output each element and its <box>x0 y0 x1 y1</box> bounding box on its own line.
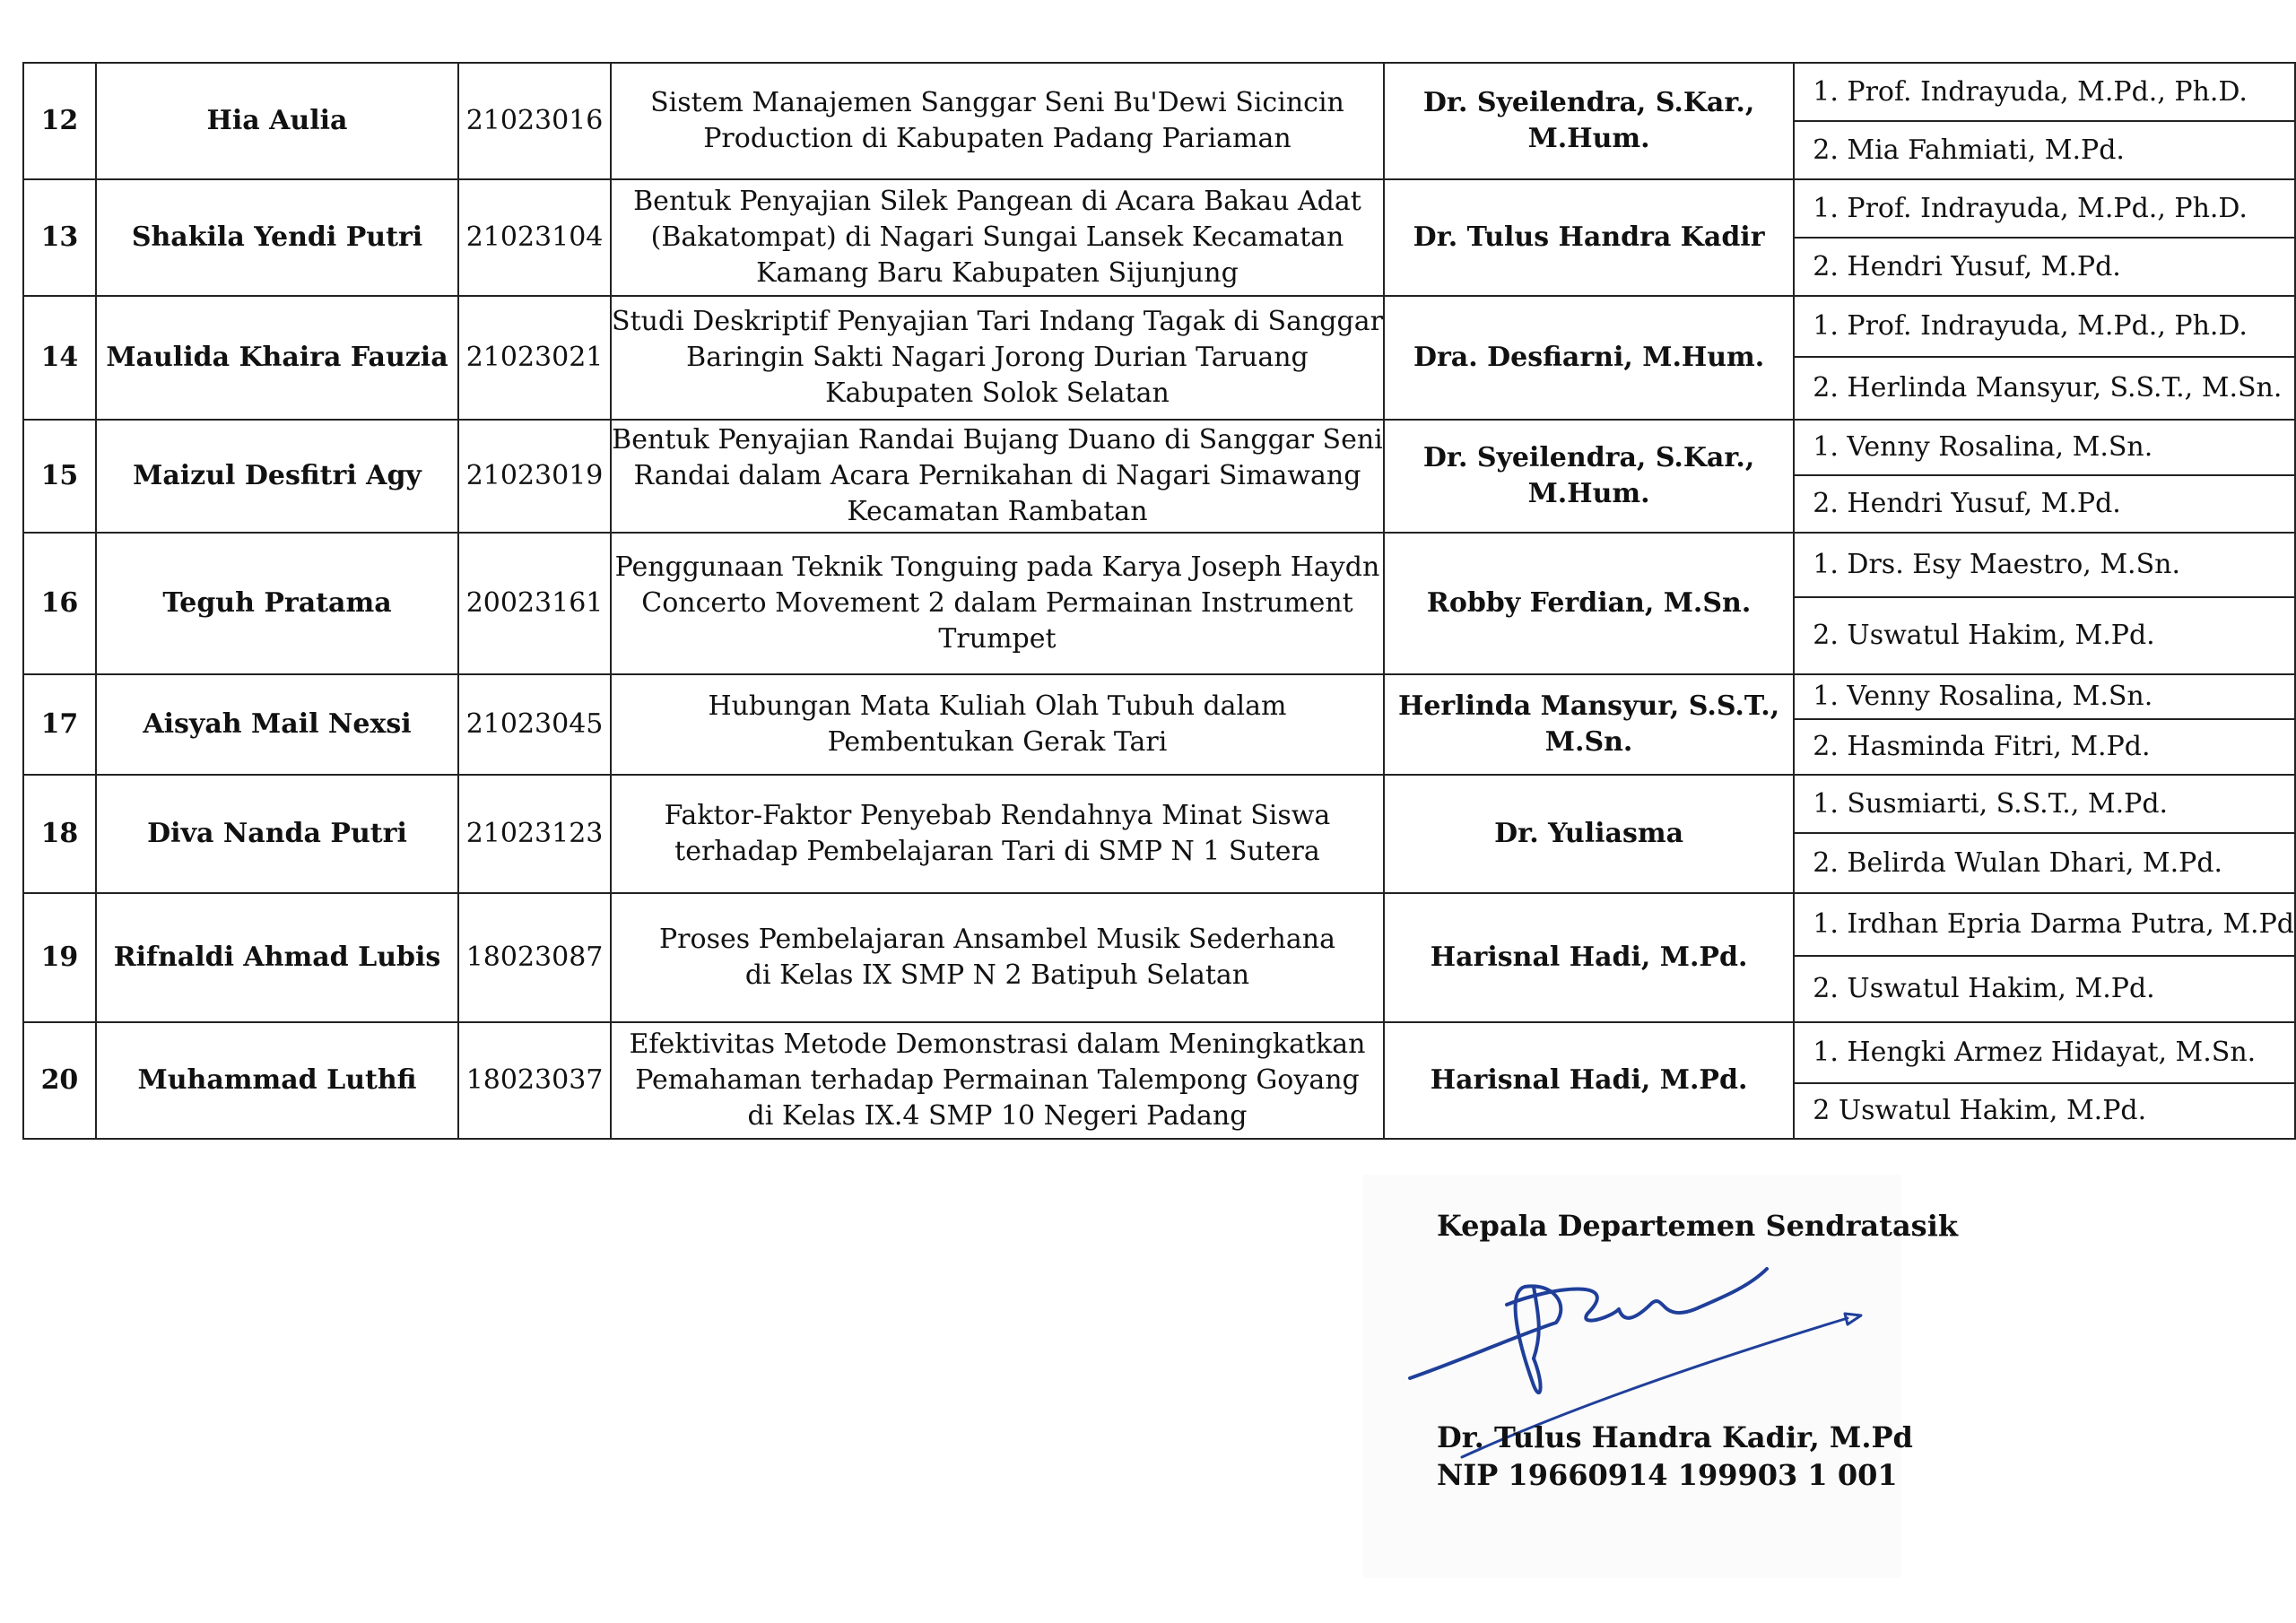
table-row <box>23 63 2295 121</box>
row-number: 15 <box>23 420 96 533</box>
table-row <box>23 533 2295 597</box>
thesis-title <box>611 674 1384 775</box>
examiner-1: 1. Hengki Armez Hidayat, M.Sn. <box>1794 1022 2295 1083</box>
student-nim: 21023123 <box>458 775 611 893</box>
examiner-1: 1. Prof. Indrayuda, M.Pd., Ph.D. <box>1794 179 2295 238</box>
student-nim: 18023037 <box>458 1022 611 1139</box>
examiner-1: 1. Prof. Indrayuda, M.Pd., Ph.D. <box>1794 296 2295 357</box>
thesis-title-line: Pembentukan Gerak Tari <box>827 726 1168 758</box>
student-name: Shakila Yendi Putri <box>96 179 458 296</box>
thesis-title-line: di Kelas IX.4 SMP 10 Negeri Padang <box>747 1100 1248 1132</box>
thesis-title <box>611 1022 1384 1139</box>
student-nim: 21023016 <box>458 63 611 179</box>
thesis-title <box>611 775 1384 893</box>
row-number: 20 <box>23 1022 96 1139</box>
thesis-title-line: (Bakatompat) di Nagari Sungai Lansek Kecamatan <box>650 221 1344 253</box>
row-number: 16 <box>23 533 96 674</box>
table-row <box>23 775 2295 833</box>
examiner-2: 2. Belirda Wulan Dhari, M.Pd. <box>1794 833 2295 893</box>
thesis-title <box>611 533 1384 674</box>
supervisor-name: Dra. Desfiarni, M.Hum. <box>1384 296 1794 420</box>
thesis-title-line: Efektivitas Metode Demonstrasi dalam Meningkatkan <box>629 1028 1366 1060</box>
examiner-1: 1. Prof. Indrayuda, M.Pd., Ph.D. <box>1794 63 2295 121</box>
thesis-title <box>611 893 1384 1022</box>
table-row <box>23 893 2295 956</box>
student-nim: 21023019 <box>458 420 611 533</box>
row-number: 18 <box>23 775 96 893</box>
table-row <box>23 296 2295 357</box>
thesis-title-line: di Kelas IX SMP N 2 Batipuh Selatan <box>744 959 1250 991</box>
table-row <box>23 1022 2295 1083</box>
student-name: Rifnaldi Ahmad Lubis <box>96 893 458 1022</box>
supervisor-name: Robby Ferdian, M.Sn. <box>1384 533 1794 674</box>
student-name: Diva Nanda Putri <box>96 775 458 893</box>
thesis-exam-table <box>22 62 2296 1140</box>
student-name: Hia Aulia <box>96 63 458 179</box>
student-name: Maizul Desfitri Agy <box>96 420 458 533</box>
thesis-title <box>611 179 1384 296</box>
student-nim: 20023161 <box>458 533 611 674</box>
examiner-2: 2. Hasminda Fitri, M.Pd. <box>1794 719 2295 775</box>
thesis-title-line: Faktor-Faktor Penyebab Rendahnya Minat Siswa <box>664 800 1331 831</box>
examiner-1: 1. Venny Rosalina, M.Sn. <box>1794 420 2295 475</box>
signatory-name: Dr. Tulus Handra Kadir, M.Pd <box>1437 1420 1913 1454</box>
thesis-title-line: Randai dalam Acara Pernikahan di Nagari Simawang <box>633 460 1361 491</box>
student-name: Teguh Pratama <box>96 533 458 674</box>
thesis-title-line: Bentuk Penyajian Silek Pangean di Acara Bakau Adat <box>633 186 1361 217</box>
student-name: Maulida Khaira Fauzia <box>96 296 458 420</box>
student-name: Aisyah Mail Nexsi <box>96 674 458 775</box>
thesis-title-line: Baringin Sakti Nagari Jorong Durian Taruang <box>686 342 1309 373</box>
table-row <box>23 420 2295 475</box>
thesis-title <box>611 63 1384 179</box>
supervisor-name: Dr. Syeilendra, S.Kar., M.Hum. <box>1384 420 1794 533</box>
row-number: 17 <box>23 674 96 775</box>
supervisor-name: Dr. Yuliasma <box>1384 775 1794 893</box>
student-nim: 21023021 <box>458 296 611 420</box>
thesis-title-line: Kamang Baru Kabupaten Sijunjung <box>756 257 1239 289</box>
examiner-2: 2. Hendri Yusuf, M.Pd. <box>1794 238 2295 296</box>
signatory-nip: NIP 19660914 199903 1 001 <box>1437 1458 1898 1492</box>
thesis-title-line: Studi Deskriptif Penyajian Tari Indang Tagak di Sanggar <box>612 306 1383 337</box>
supervisor-name: Harisnal Hadi, M.Pd. <box>1384 893 1794 1022</box>
thesis-title-line: Bentuk Penyajian Randai Bujang Duano di Sanggar Seni <box>612 424 1383 456</box>
student-nim: 21023045 <box>458 674 611 775</box>
thesis-title <box>611 420 1384 533</box>
row-number: 19 <box>23 893 96 1022</box>
supervisor-name: Dr. Syeilendra, S.Kar., M.Hum. <box>1384 63 1794 179</box>
supervisor-name: Herlinda Mansyur, S.S.T., M.Sn. <box>1384 674 1794 775</box>
row-number: 13 <box>23 179 96 296</box>
student-name: Muhammad Luthfi <box>96 1022 458 1139</box>
examiner-2: 2. Herlinda Mansyur, S.S.T., M.Sn. <box>1794 357 2295 420</box>
student-nim: 21023104 <box>458 179 611 296</box>
thesis-title-line: Proses Pembelajaran Ansambel Musik Sederhana <box>658 924 1335 955</box>
thesis-title-line: Trumpet <box>938 623 1057 655</box>
thesis-title-line: Kabupaten Solok Selatan <box>825 378 1170 409</box>
thesis-title-line: Concerto Movement 2 dalam Permainan Instrument <box>641 587 1353 619</box>
thesis-title-line: Penggunaan Teknik Tonguing pada Karya Joseph Haydn <box>614 551 1380 583</box>
thesis-title <box>611 296 1384 420</box>
examiner-1: 1. Drs. Esy Maestro, M.Sn. <box>1794 533 2295 597</box>
examiner-2: 2. Hendri Yusuf, M.Pd. <box>1794 475 2295 533</box>
thesis-title-line: Kecamatan Rambatan <box>847 496 1148 527</box>
student-nim: 18023087 <box>458 893 611 1022</box>
examiner-1: 1. Irdhan Epria Darma Putra, M.Pd <box>1794 893 2295 956</box>
supervisor-name: Dr. Tulus Handra Kadir <box>1384 179 1794 296</box>
table-body <box>23 63 2295 1139</box>
supervisor-name: Harisnal Hadi, M.Pd. <box>1384 1022 1794 1139</box>
examiner-1: 1. Susmiarti, S.S.T., M.Pd. <box>1794 775 2295 833</box>
row-number: 12 <box>23 63 96 179</box>
examiner-2: 2. Uswatul Hakim, M.Pd. <box>1794 597 2295 674</box>
thesis-title-line: Hubungan Mata Kuliah Olah Tubuh dalam <box>708 690 1287 722</box>
examiner-1: 1. Venny Rosalina, M.Sn. <box>1794 674 2295 719</box>
thesis-title-line: Sistem Manajemen Sanggar Seni Bu'Dewi Sicincin <box>650 87 1344 118</box>
table-row <box>23 179 2295 238</box>
row-number: 14 <box>23 296 96 420</box>
table-row <box>23 674 2295 719</box>
thesis-title-line: terhadap Pembelajaran Tari di SMP N 1 Sutera <box>674 836 1320 867</box>
examiner-2: 2 Uswatul Hakim, M.Pd. <box>1794 1083 2295 1139</box>
examiner-2: 2. Mia Fahmiati, M.Pd. <box>1794 121 2295 179</box>
thesis-title-line: Production di Kabupaten Padang Pariaman <box>703 123 1292 154</box>
thesis-title-line: Pemahaman terhadap Permainan Talempong Goyang <box>635 1064 1360 1096</box>
examiner-2: 2. Uswatul Hakim, M.Pd. <box>1794 956 2295 1022</box>
signature-title: Kepala Departemen Sendratasik <box>1437 1209 1959 1243</box>
